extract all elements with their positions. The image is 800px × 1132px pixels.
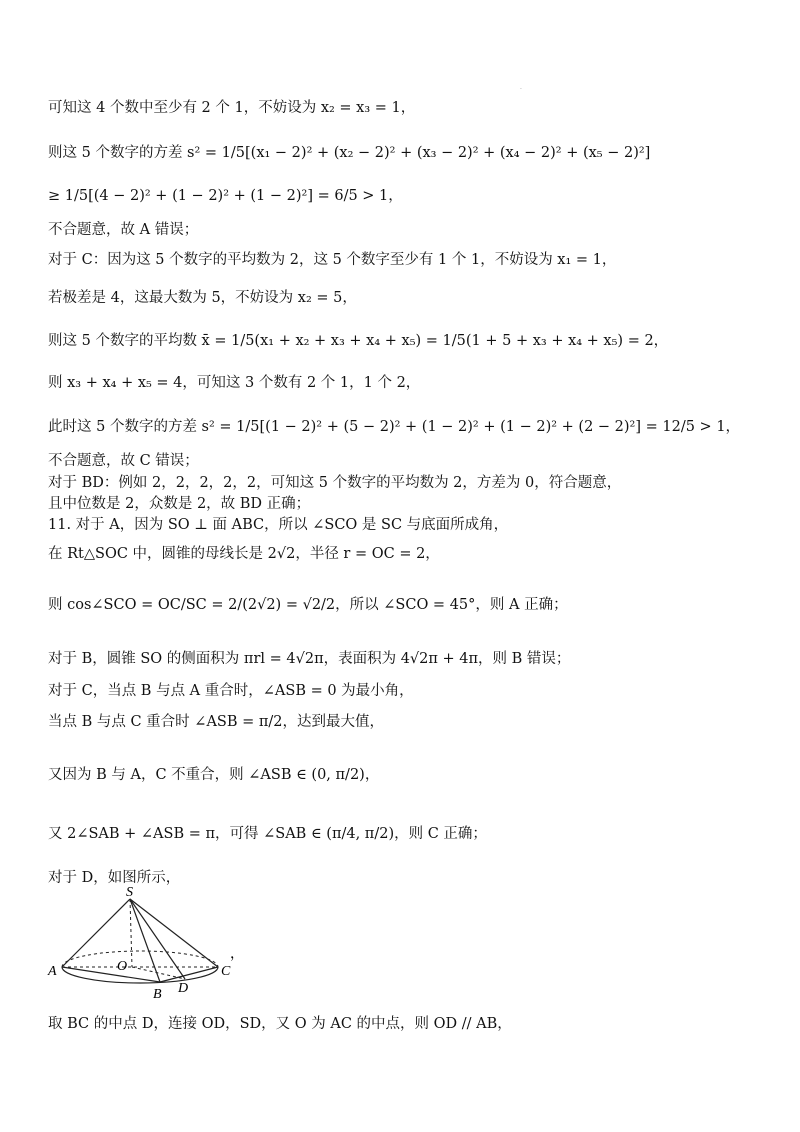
text-line-13: 11. 对于 A，因为 SO ⊥ 面 ABC，所以 ∠SCO 是 SC 与底面所成角， xyxy=(48,517,509,533)
text-line-16: 对于 B，圆锥 SO 的侧面积为 πrl = 4√2π，表面积为 4√2π + 4π，则 B 错误； xyxy=(48,651,571,667)
height-SO xyxy=(130,899,132,967)
label-A: A xyxy=(48,964,57,979)
text-line-18: 当点 B 与点 C 重合时 ∠ASB = π/2，达到最大值， xyxy=(48,714,385,730)
text-line-22: 取 BC 的中点 D，连接 OD，SD，又 O 为 AC 的中点，则 OD // AB， xyxy=(48,1016,512,1032)
text-line-12: 且中位数是 2，众数是 2，故 BD 正确； xyxy=(48,496,311,512)
text-line-15: 则 cos∠SCO = OC/SC = 2/(2√2) = √2/2，所以 ∠SCO = 45°，则 A 正确； xyxy=(48,597,568,613)
text-line-4: 不合题意，故 A 错误； xyxy=(48,222,199,238)
label-D: D xyxy=(178,981,189,996)
cone-figure xyxy=(40,884,244,1004)
text-line-14: 在 Rt△SOC 中，圆锥的母线长是 2√2，半径 r = OC = 2， xyxy=(48,546,440,562)
text-line-7: 则这 5 个数字的平均数 x̄ = 1/5(x₁ + x₂ + x₃ + x₄ + x₅) = 1/5(1 + 5 + x₃ + x₄ + x₅) = 2， xyxy=(48,333,669,349)
text-line-11: 对于 BD：例如 2，2，2，2，2，可知这 5 个数字的平均数为 2，方差为 0，符合题意， xyxy=(48,475,622,491)
text-line-17: 对于 C，当点 B 与点 A 重合时，∠ASB = 0 为最小角， xyxy=(48,683,414,699)
text-line-1: 可知这 4 个数中至少有 2 个 1，不妨设为 x₂ = x₃ = 1， xyxy=(48,100,416,116)
text-line-8: 则 x₃ + x₄ + x₅ = 4，可知这 3 个数有 2 个 1，1 个 2， xyxy=(48,375,421,391)
label-C: C xyxy=(221,964,231,979)
text-line-2: 则这 5 个数字的方差 s² = 1/5[(x₁ − 2)² + (x₂ − 2)² + (x₃ − 2)² + (x₄ − 2)² + (x₅ − 2)²] xyxy=(48,145,651,161)
edge-SC xyxy=(130,899,218,967)
text-line-10: 不合题意，故 C 错误； xyxy=(48,453,199,469)
segment-AB xyxy=(62,967,160,982)
base-front-arc xyxy=(62,967,218,983)
text-line-19: 又因为 B 与 A，C 不重合，则 ∠ASB ∈ (0, π/2)， xyxy=(48,767,380,783)
text-line-3: ≥ 1/5[(4 − 2)² + (1 − 2)² + (1 − 2)²] = 6/5 > 1， xyxy=(48,188,403,204)
stray-dot: . xyxy=(520,84,522,91)
text-line-20: 又 2∠SAB + ∠ASB = π，可得 ∠SAB ∈ (π/4, π/2)，则 C 正确； xyxy=(48,826,487,842)
base-back-arc xyxy=(62,951,218,967)
text-line-21: 对于 D，如图所示， xyxy=(48,870,181,886)
label-O: O xyxy=(117,959,128,974)
text-line-5: 对于 C：因为这 5 个数字的平均数为 2，这 5 个数字至少有 1 个 1，不妨设为 x₁ = 1， xyxy=(48,252,617,268)
label-S: S xyxy=(126,885,133,900)
label-B: B xyxy=(153,987,162,1002)
edge-SA xyxy=(62,899,130,967)
text-line-9: 此时这 5 个数字的方差 s² = 1/5[(1 − 2)² + (5 − 2)² + (1 − 2)² + (1 − 2)² + (2 − 2)²] = 12/5 > 1， xyxy=(48,419,741,435)
text-line-6: 若极差是 4，这最大数为 5，不妨设为 x₂ = 5， xyxy=(48,290,357,306)
figure-trailing-comma: ， xyxy=(230,946,244,962)
